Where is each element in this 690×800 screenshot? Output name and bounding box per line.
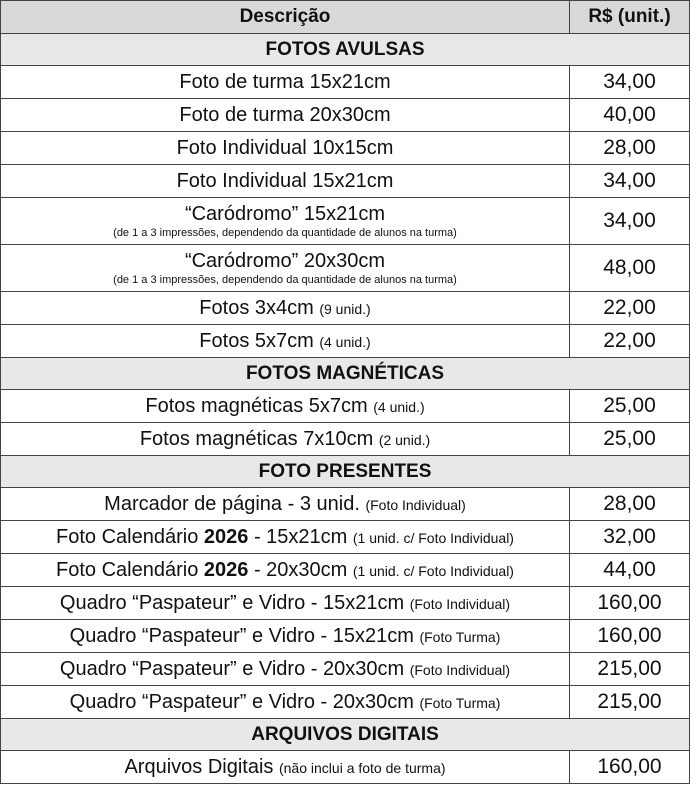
item-price: 34,00 [570,165,690,198]
table-row [1,488,690,521]
item-size: - 20x30cm [253,558,348,581]
table-row [1,132,690,165]
table-row [1,198,690,245]
table-body [1,34,690,784]
item-name: Fotos magnéticas 5x7cm [145,394,368,417]
section-title: FOTOS MAGNÉTICAS [1,358,690,390]
item-description [1,198,570,245]
item-description [1,165,570,198]
item-description [1,620,570,653]
item-name: Foto Individual 15x21cm [176,169,394,192]
item-year: 2026 [203,558,249,581]
item-description [1,99,570,132]
item-description [1,686,570,719]
item-price: 44,00 [570,554,690,587]
item-name: Fotos magnéticas 7x10cm [139,427,374,450]
item-description [1,653,570,686]
section-header-row [1,358,690,390]
item-description [1,423,570,456]
item-name: Foto Calendário [56,558,199,581]
item-name: Quadro “Paspateur” e Vidro - 20x30cm [59,657,405,680]
table-row [1,245,690,292]
item-size: - 15x21cm [253,525,348,548]
section-title: FOTOS AVULSAS [1,34,690,66]
table-row [1,325,690,358]
table-row [1,751,690,784]
item-note: (4 unid.) [373,398,425,415]
item-price: 25,00 [570,390,690,423]
item-description [1,132,570,165]
item-name: Foto Calendário [56,525,199,548]
item-price: 160,00 [570,620,690,653]
item-name: Quadro “Paspateur” e Vidro - 15x21cm [69,624,414,647]
item-note: (Foto Turma) [419,628,501,645]
item-name: Foto de turma 15x21cm [179,70,391,93]
item-description [1,751,570,784]
item-note: (4 unid.) [319,333,371,350]
item-description [1,66,570,99]
section-title: FOTO PRESENTES [1,456,690,488]
item-note: (Foto Individual) [409,661,511,678]
item-note: (2 unid.) [378,431,431,448]
item-subnote: (de 1 a 3 impressões, dependendo da quantidade de alunos na turma) [113,227,457,239]
item-price: 25,00 [570,423,690,456]
item-price: 215,00 [570,686,690,719]
item-description [1,587,570,620]
item-name: Foto Individual 10x15cm [176,136,394,159]
item-description [1,325,570,358]
item-name: Fotos 5x7cm [199,329,314,352]
item-price: 215,00 [570,653,690,686]
section-header-row [1,34,690,66]
item-name: “Caródromo” 15x21cm [184,203,386,225]
table-row [1,292,690,325]
item-description [1,554,570,587]
item-note: (não inclui a foto de turma) [278,759,446,776]
item-price: 28,00 [570,132,690,165]
price-column-header: R$ (unit.) [570,1,690,34]
item-note: (1 unid. c/ Foto Individual) [352,529,514,546]
item-price: 34,00 [570,198,690,245]
table-row [1,423,690,456]
item-description [1,521,570,554]
table-row [1,390,690,423]
item-subnote: (de 1 a 3 impressões, dependendo da quantidade de alunos na turma) [113,274,457,286]
item-note: (9 unid.) [319,300,371,317]
item-description [1,292,570,325]
item-price: 34,00 [570,66,690,99]
table-row [1,521,690,554]
description-column-header: Descrição [1,1,570,34]
item-price: 22,00 [570,325,690,358]
section-header-row [1,456,690,488]
table-row [1,686,690,719]
item-price: 32,00 [570,521,690,554]
item-name: Arquivos Digitais [124,755,274,778]
section-header-row [1,719,690,751]
item-price: 40,00 [570,99,690,132]
table-row [1,165,690,198]
item-name: Foto de turma 20x30cm [179,103,391,126]
item-name: Quadro “Paspateur” e Vidro - 15x21cm [59,591,405,614]
table-row [1,653,690,686]
item-note: (1 unid. c/ Foto Individual) [352,562,514,579]
table-row [1,620,690,653]
table-row [1,99,690,132]
item-description [1,245,570,292]
item-price: 48,00 [570,245,690,292]
item-description [1,488,570,521]
item-name: Quadro “Paspateur” e Vidro - 20x30cm [69,690,414,713]
item-price: 160,00 [570,751,690,784]
table-row [1,66,690,99]
item-description [1,390,570,423]
item-price: 28,00 [570,488,690,521]
item-name: Marcador de página - 3 unid. [104,492,360,515]
item-name: “Caródromo” 20x30cm [184,250,386,272]
table-row [1,587,690,620]
item-note: (Foto Individual) [409,595,511,612]
item-year: 2026 [203,525,249,548]
item-price: 160,00 [570,587,690,620]
item-name: Fotos 3x4cm [199,296,314,319]
item-note: (Foto Turma) [419,694,501,711]
table-row [1,554,690,587]
table-header-row [1,1,690,34]
item-price: 22,00 [570,292,690,325]
section-title: ARQUIVOS DIGITAIS [1,719,690,751]
item-note: (Foto Individual) [365,496,466,513]
